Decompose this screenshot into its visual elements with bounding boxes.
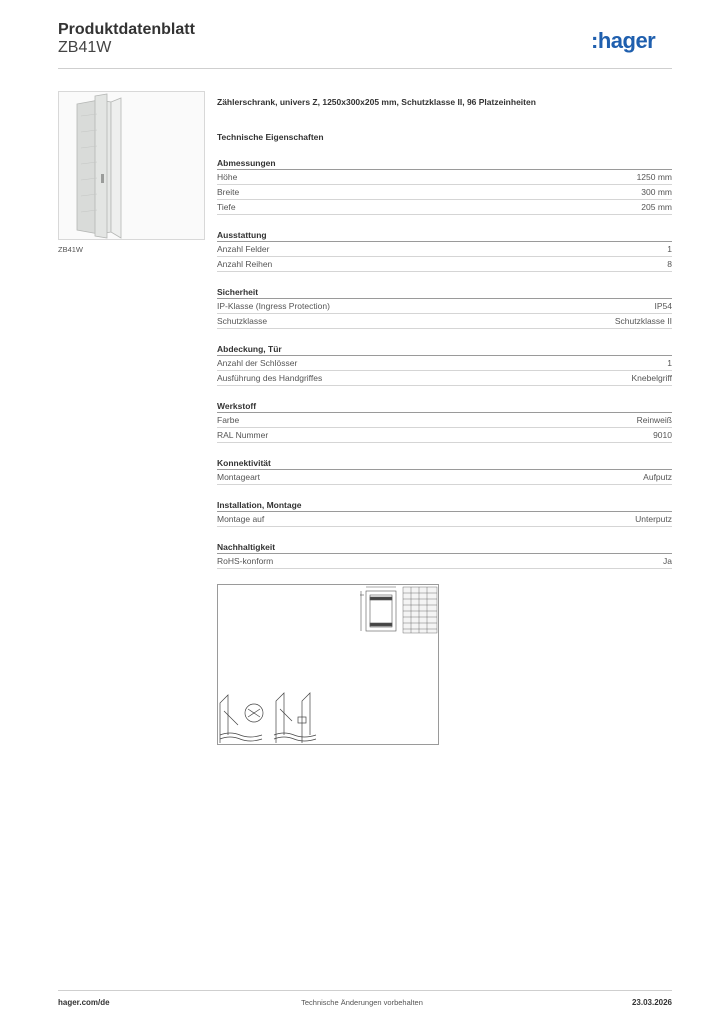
section-title: Abdeckung, Tür [217, 343, 672, 356]
property-value: 8 [667, 259, 672, 269]
property-label: Farbe [217, 415, 240, 425]
section-werkstoff [217, 400, 672, 443]
section-abmessungen [217, 157, 672, 215]
section-title: Installation, Montage [217, 499, 672, 512]
dimension-drawing [360, 587, 396, 631]
property-value: 300 mm [641, 187, 672, 197]
property-value: 1 [667, 358, 672, 368]
footer-website: hager.com/de [58, 998, 110, 1007]
page-title: Produktdatenblatt [58, 21, 195, 38]
property-row [217, 512, 672, 527]
footer-divider [58, 990, 672, 991]
property-value: 205 mm [641, 202, 672, 212]
footer-disclaimer: Technische Änderungen vorbehalten [301, 998, 423, 1007]
property-value: 1250 mm [636, 172, 672, 182]
property-row [217, 413, 672, 428]
section-konnektivitaet [217, 457, 672, 485]
section-installation [217, 499, 672, 527]
footer-date: 23.03.2026 [631, 998, 672, 1007]
property-row [217, 299, 672, 314]
property-value: 9010 [653, 430, 672, 440]
section-title: Ausstattung [217, 229, 672, 242]
technical-drawings [218, 585, 438, 744]
product-image-caption: ZB41W [58, 245, 84, 254]
installation-sketch-right [274, 693, 316, 743]
product-description: Zählerschrank, univers Z, 1250x300x205 mm, Schutzklasse II, 96 Platzeinheiten [217, 97, 536, 107]
property-row [217, 200, 672, 215]
property-label: RoHS-konform [217, 556, 274, 566]
property-row [217, 428, 672, 443]
installation-sketch-left [220, 695, 263, 743]
property-value: Knebelgriff [631, 373, 672, 383]
property-label: Tiefe [217, 202, 236, 212]
product-code: ZB41W [58, 39, 112, 56]
section-sicherheit [217, 286, 672, 329]
spec-table-drawing [403, 587, 437, 633]
property-label: Anzahl der Schlösser [217, 358, 298, 368]
section-title: Abmessungen [217, 157, 672, 170]
property-label: IP-Klasse (Ingress Protection) [217, 301, 330, 311]
property-value: Unterputz [635, 514, 672, 524]
cabinet-illustration [59, 92, 204, 239]
property-row [217, 470, 672, 485]
logo-text: :hager [591, 28, 656, 53]
property-row [217, 242, 672, 257]
property-row [217, 185, 672, 200]
property-row [217, 257, 672, 272]
section-title: Konnektivität [217, 457, 672, 470]
property-label: Breite [217, 187, 240, 197]
section-title: Nachhaltigkeit [217, 541, 672, 554]
hager-logo [591, 28, 675, 54]
section-nachhaltigkeit [217, 541, 672, 569]
property-label: Schutzklasse [217, 316, 268, 326]
product-details [217, 96, 672, 602]
tech-properties-heading: Technische Eigenschaften [217, 132, 324, 142]
property-value: Reinweiß [636, 415, 672, 425]
property-value: 1 [667, 244, 672, 254]
property-row [217, 554, 672, 569]
property-label: Anzahl Reihen [217, 259, 273, 269]
property-value: Ja [663, 556, 672, 566]
product-image [58, 91, 205, 240]
drawings-panel [217, 584, 439, 745]
property-label: Ausführung des Handgriffes [217, 373, 323, 383]
property-label: Montage auf [217, 514, 265, 524]
property-label: RAL Nummer [217, 430, 269, 440]
property-label: Höhe [217, 172, 238, 182]
section-title: Werkstoff [217, 400, 672, 413]
property-label: Montageart [217, 472, 260, 482]
property-row [217, 314, 672, 329]
property-value: Aufputz [643, 472, 672, 482]
property-value: IP54 [654, 301, 672, 311]
property-row [217, 170, 672, 185]
section-title: Sicherheit [217, 286, 672, 299]
property-row [217, 371, 672, 386]
property-value: Schutzklasse II [614, 316, 672, 326]
header-divider [58, 68, 672, 69]
section-abdeckung-tuer [217, 343, 672, 386]
property-row [217, 356, 672, 371]
section-ausstattung [217, 229, 672, 272]
property-label: Anzahl Felder [217, 244, 270, 254]
